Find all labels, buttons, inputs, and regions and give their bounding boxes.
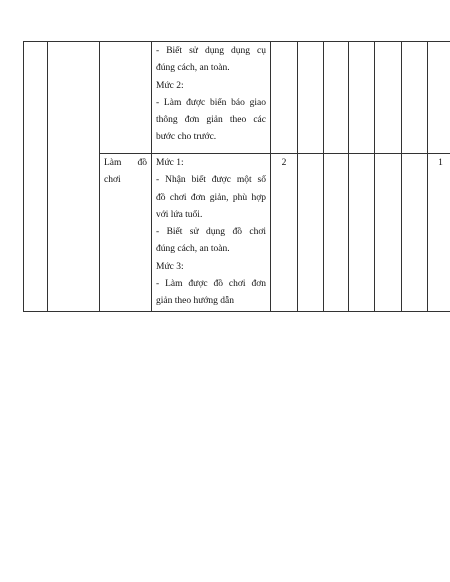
requirement-line: - Biết sử dụng đồ chơi [156,227,266,238]
col-subject-cell [48,42,100,312]
count-cell: 1 [428,154,450,312]
empty-cell [298,154,324,312]
level-heading: Mức 3: [156,261,184,272]
empty-cell [324,154,349,312]
requirement-line: bước cho trước. [156,132,217,143]
empty-cell [402,154,428,312]
requirement-line: - Làm được đồ chơi đơn [156,279,266,290]
level-heading: Mức 1: [156,158,184,168]
empty-cell [324,42,349,154]
requirement-line: đúng cách, an toàn. [156,63,230,74]
requirement-line: đồ chơi đơn giản, phù hợp [156,192,266,203]
empty-cell [375,154,402,312]
requirement-line: - Biết sử dụng dụng cụ [156,46,266,56]
empty-cell [375,42,402,154]
requirement-cell [152,42,271,154]
topic-label-word: đồ [137,158,147,168]
topic-cell [100,42,152,154]
level-heading: Mức 2: [156,80,184,91]
requirement-line: giản theo hướng dẫn [156,296,234,307]
count-cell [271,42,298,154]
empty-cell [349,154,375,312]
col-index-cell [24,42,48,312]
empty-cell [402,42,428,154]
count-cell: 2 [271,154,298,312]
requirement-line: thông đơn giản theo các [156,115,266,126]
requirement-line: - Làm được biển báo giao [156,97,266,108]
topic-cell [100,154,152,312]
requirement-line: đúng cách, an toàn. [156,244,230,255]
topic-label-line: chơi [104,175,121,186]
topic-label-word: Làm [104,158,122,168]
empty-cell [349,42,375,154]
empty-cell [298,42,324,154]
assessment-table [23,41,450,312]
requirement-line: với lứa tuổi. [156,209,203,220]
requirement-line: - Nhận biết được một số [156,175,266,186]
table-row [24,42,450,154]
count-cell [428,42,450,154]
requirement-cell [152,154,271,312]
